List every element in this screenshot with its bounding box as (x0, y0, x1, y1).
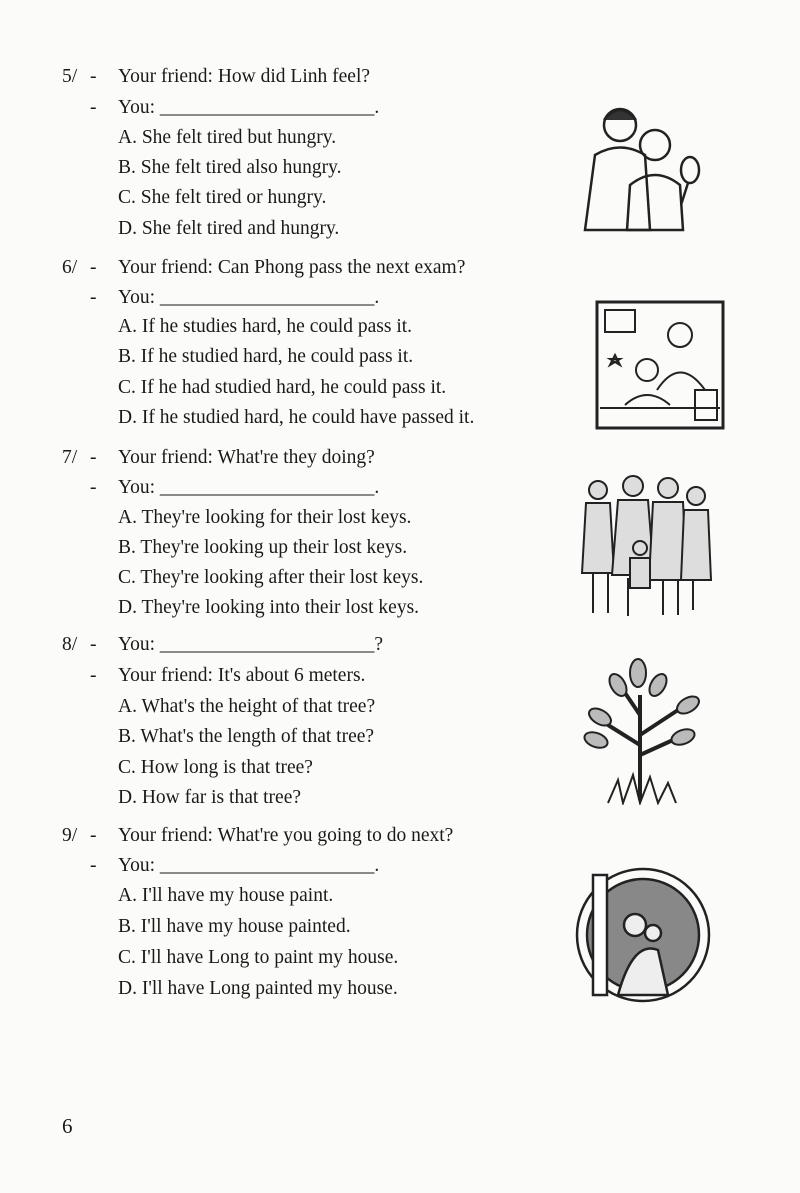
answer-option: B. I'll have my house painted. (118, 916, 351, 937)
dialogue-line: You: ______________________. (118, 855, 380, 876)
answer-option: D. If he studied hard, he could have passed it. (118, 407, 475, 428)
answer-option: B. She felt tired also hungry. (118, 157, 342, 178)
line-dash: - (90, 257, 97, 278)
answer-option: B. If he studied hard, he could pass it. (118, 346, 414, 367)
question-number: 9/ (62, 825, 78, 846)
line-dash: - (90, 825, 97, 846)
answer-option: A. If he studies hard, he could pass it. (118, 316, 413, 337)
answer-option: C. I'll have Long to paint my house. (118, 947, 399, 968)
line-dash: - (90, 447, 97, 468)
answer-option: A. She felt tired but hungry. (118, 127, 337, 148)
answer-option: A. I'll have my house paint. (118, 885, 334, 906)
line-dash: - (90, 97, 97, 118)
dialogue-line: You: ______________________? (118, 634, 384, 655)
answer-option: A. What's the height of that tree? (118, 696, 376, 717)
line-dash: - (90, 665, 97, 686)
line-dash: - (90, 477, 97, 498)
dialogue-line: Your friend: How did Linh feel? (118, 66, 371, 87)
dialogue-line: You: ______________________. (118, 477, 380, 498)
question-number: 6/ (62, 257, 78, 278)
answer-option: D. I'll have Long painted my house. (118, 978, 398, 999)
answer-option: C. If he had studied hard, he could pass it. (118, 377, 447, 398)
dialogue-line: Your friend: What're you going to do next? (118, 825, 454, 846)
line-dash: - (90, 287, 97, 308)
answer-option: A. They're looking for their lost keys. (118, 507, 412, 528)
dialogue-line: Your friend: It's about 6 meters. (118, 665, 366, 686)
dialogue-line: You: ______________________. (118, 97, 380, 118)
line-dash: - (90, 634, 97, 655)
answer-option: D. She felt tired and hungry. (118, 218, 340, 239)
answer-option: B. What's the length of that tree? (118, 726, 375, 747)
question-number: 7/ (62, 447, 78, 468)
answer-option: C. How long is that tree? (118, 757, 313, 778)
dialogue-line: Your friend: What're they doing? (118, 447, 375, 468)
answer-option: B. They're looking up their lost keys. (118, 537, 408, 558)
line-dash: - (90, 855, 97, 876)
answer-option: C. She felt tired or hungry. (118, 187, 327, 208)
dialogue-line: You: ______________________. (118, 287, 380, 308)
page-number: 6 (62, 1114, 73, 1138)
tree-illustration (578, 655, 710, 805)
question-number: 5/ (62, 66, 78, 87)
answer-option: D. They're looking into their lost keys. (118, 597, 420, 618)
two-people-mirror-illustration (575, 95, 707, 233)
crowd-of-people-illustration (578, 468, 713, 620)
line-dash: - (90, 66, 97, 87)
question-number: 8/ (62, 634, 78, 655)
answer-option: C. They're looking after their lost keys. (118, 567, 424, 588)
dialogue-line: Your friend: Can Phong pass the next exam? (118, 257, 466, 278)
people-at-window-illustration (573, 865, 713, 1005)
students-studying-illustration (595, 300, 725, 430)
answer-option: D. How far is that tree? (118, 787, 302, 808)
